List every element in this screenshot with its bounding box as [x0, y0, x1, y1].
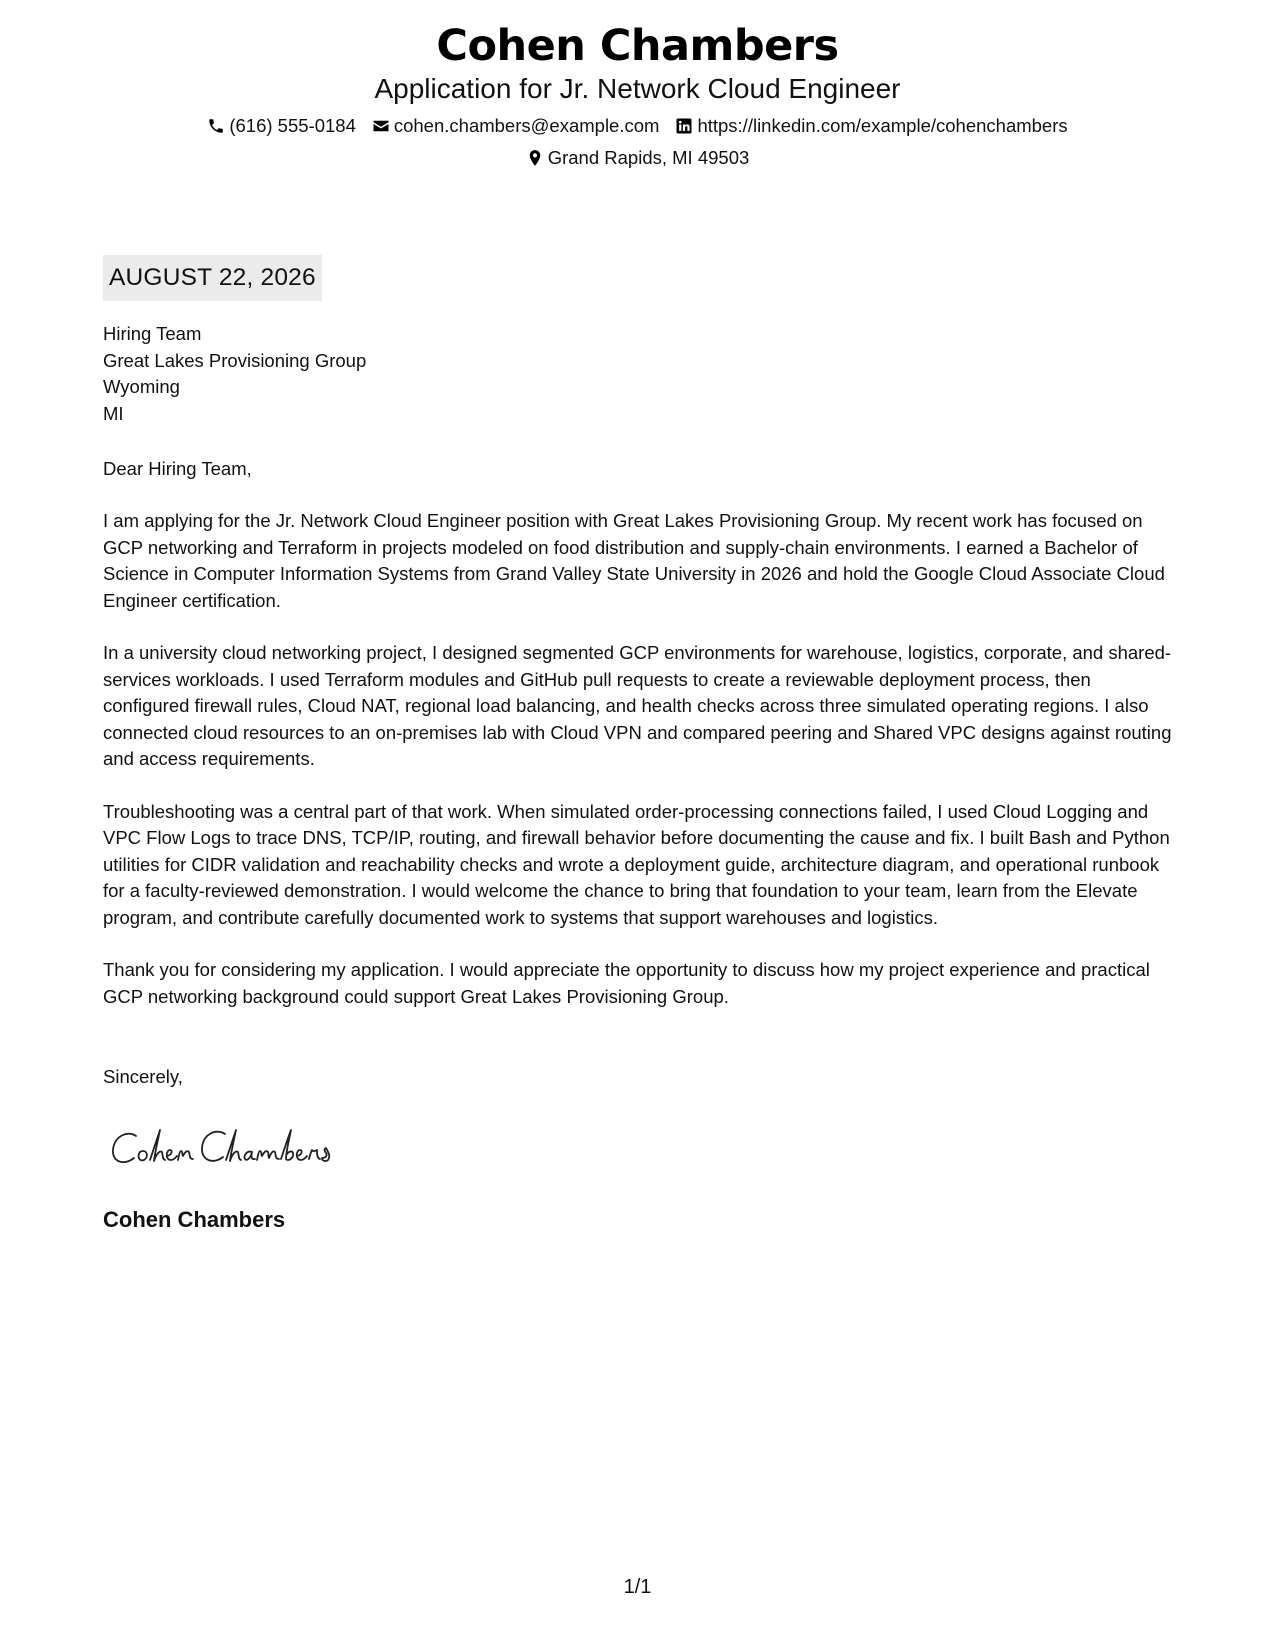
envelope-icon [372, 117, 390, 135]
recipient-line: Great Lakes Provisioning Group [103, 349, 367, 371]
contact-phone [207, 115, 356, 137]
closing: Sincerely, [103, 1066, 183, 1087]
letter-date: AUGUST 22, 2026 [103, 255, 322, 301]
phone-number: (616) 555-0184 [229, 115, 356, 136]
body-paragraph: Troubleshooting was a central part of that work. When simulated order-processing connections failed, I used Cloud Logging and VPC Flow Logs to trace DNS, TCP/IP, routing, and firewall behavior before documenting the cause and fix. I built Bash and Python utilities for CIDR validation and reachability checks and wrote a deployment guide, architecture diagram, and operational runbook for a faculty-reviewed demonstration. I would welcome the chance to bring that foundation to your team, learn from the Elevate program, and contribute carefully documented work to systems that support warehouses and logistics. [103, 800, 1170, 928]
contact-linkedin[interactable] [675, 115, 1067, 137]
email-address[interactable]: cohen.chambers@example.com [393, 115, 660, 136]
page-number: 1/1 [623, 1576, 652, 1598]
contact-email[interactable] [372, 115, 660, 137]
contact-line-2 [0, 147, 1275, 169]
contact-location [526, 147, 750, 169]
recipient-line: Hiring Team [103, 323, 202, 344]
linkedin-url[interactable]: https://linkedin.com/example/cohenchambers [697, 115, 1068, 136]
letter-header [0, 18, 1275, 169]
location-text: Grand Rapids, MI 49503 [547, 147, 750, 168]
application-title: Application for Jr. Network Cloud Engineer [374, 73, 901, 104]
applicant-name: Cohen Chambers [436, 21, 839, 71]
recipient-line: MI [103, 402, 124, 424]
phone-icon [207, 117, 225, 135]
contact-line-1 [0, 115, 1275, 137]
recipient-block [103, 321, 1173, 427]
letter-body [103, 508, 1173, 1036]
linkedin-icon [675, 117, 693, 135]
salutation: Dear Hiring Team, [103, 458, 252, 479]
recipient-line: Wyoming [103, 376, 180, 397]
map-marker-icon [526, 149, 544, 167]
handwritten-signature [110, 1122, 360, 1174]
signer-name: Cohen Chambers [103, 1207, 286, 1232]
body-paragraph: I am applying for the Jr. Network Cloud Engineer position with Great Lakes Provisioning Group. My recent work has focused on GCP networking and Terraform in projects modeled on food distribution and supply-chain environments. I earned a Bachelor of Science in Computer Information Systems from Grand Valley State University in 2026 and hold the Google Cloud Associate Cloud Engineer certification. [103, 510, 1165, 611]
body-paragraph: Thank you for considering my application. I would appreciate the opportunity to discuss how my project experience and practical GCP networking background could support Great Lakes Provisioning Group. [103, 959, 1150, 1007]
body-paragraph: In a university cloud networking project, I designed segmented GCP environments for warehouse, logistics, corporate, and shared-services workloads. I used Terraform modules and GitHub pull requests to create a reviewable deployment process, then configured firewall rules, Cloud NAT, regional load balancing, and health checks across three simulated operating regions. I also connected cloud resources to an on-premises lab with Cloud VPN and compared peering and Shared VPC designs against routing and access requirements. [103, 642, 1172, 769]
